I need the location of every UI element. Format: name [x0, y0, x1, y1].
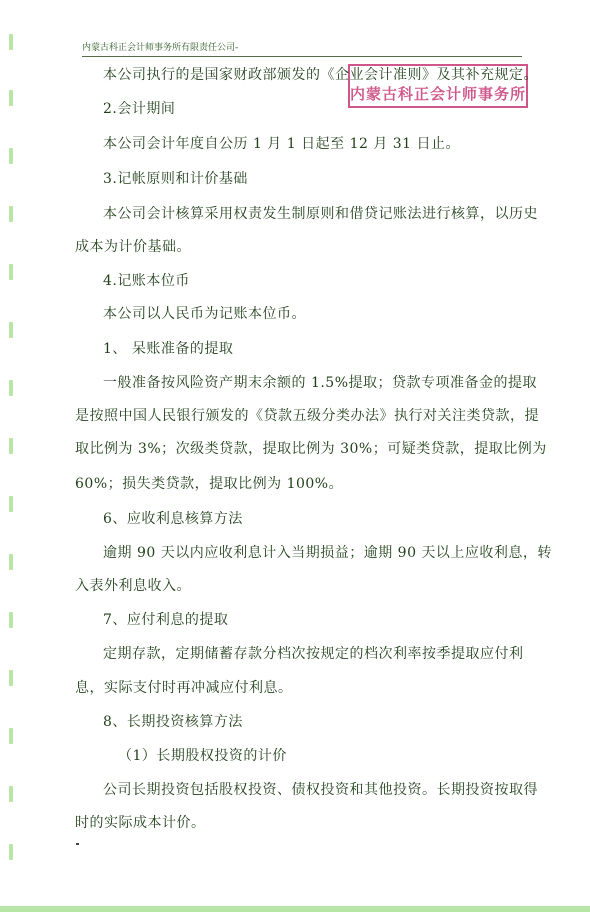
- binding-mark: [9, 728, 13, 744]
- section-heading: 6、应收利息核算方法: [103, 511, 243, 527]
- text-line: 公司长期投资包括股权投资、债权投资和其他投资。长期投资按取得: [103, 782, 538, 798]
- binding-mark: [9, 148, 13, 164]
- binding-mark: [9, 264, 13, 280]
- text-line: 时的实际成本计价。: [75, 815, 206, 831]
- text-line: 是按照中国人民银行颁发的《贷款五级分类办法》执行对关注类贷款，提: [75, 408, 539, 424]
- binding-mark: [9, 380, 13, 396]
- bottom-green-bar: [0, 906, 590, 912]
- scan-speck: [76, 843, 79, 845]
- text-line: 本公司执行的是国家财政部颁发的《企业会计准则》及其补充规定。: [103, 67, 538, 83]
- text-line: 定期存款，定期储蓄存款分档次按规定的档次利率按季提取应付利: [103, 646, 524, 662]
- text-line: 成本为计价基础。: [75, 239, 191, 255]
- binding-mark: [9, 438, 13, 454]
- text-line: 一般准备按风险资产期末余额的 1.5%提取；贷款专项准备金的提取: [103, 375, 538, 391]
- section-heading: 1、 呆账准备的提取: [103, 341, 234, 357]
- binding-mark: [9, 90, 13, 106]
- binding-mark: [9, 322, 13, 338]
- binding-mark: [9, 34, 13, 50]
- text-line: 逾期 90 天以内应收利息计入当期损益；逾期 90 天以上应收利息，转: [103, 545, 552, 561]
- text-line: 入表外利息收入。: [75, 578, 191, 594]
- text-line: 本公司会计年度自公历 1 月 1 日起至 12 月 31 日止。: [103, 136, 461, 152]
- text-line: 60%；损失类贷款，提取比例为 100%。: [75, 476, 344, 492]
- binding-mark: [9, 554, 13, 570]
- text-line: 本公司以人民币为记账本位币。: [103, 306, 306, 322]
- binding-mark: [9, 670, 13, 686]
- binding-mark: [9, 496, 13, 512]
- binding-mark: [9, 612, 13, 628]
- subsection-heading: （1）长期股权投资的计价: [118, 748, 287, 764]
- page-header: 内蒙古科正会计师事务所有限责任公司-: [82, 40, 522, 57]
- section-heading: 3.记帐原则和计价基础: [103, 171, 248, 187]
- section-heading: 8、长期投资核算方法: [103, 714, 243, 730]
- binding-mark: [9, 786, 13, 802]
- binding-mark: [9, 844, 13, 860]
- section-heading: 4.记账本位币: [103, 273, 190, 289]
- section-heading: 2.会计期间: [103, 101, 176, 117]
- text-line: 息，实际支付时再冲减应付利息。: [75, 680, 293, 696]
- company-seal-stamp: 内蒙古科正会计师事务所: [348, 64, 528, 108]
- binding-holes: [6, 20, 18, 900]
- text-line: 本公司会计核算采用权责发生制原则和借贷记账法进行核算，以历史: [103, 206, 538, 222]
- text-line: 取比例为 3%；次级类贷款，提取比例为 30%；可疑类贷款，提取比例为: [75, 441, 547, 457]
- binding-mark: [9, 206, 13, 222]
- section-heading: 7、应付利息的提取: [103, 612, 229, 628]
